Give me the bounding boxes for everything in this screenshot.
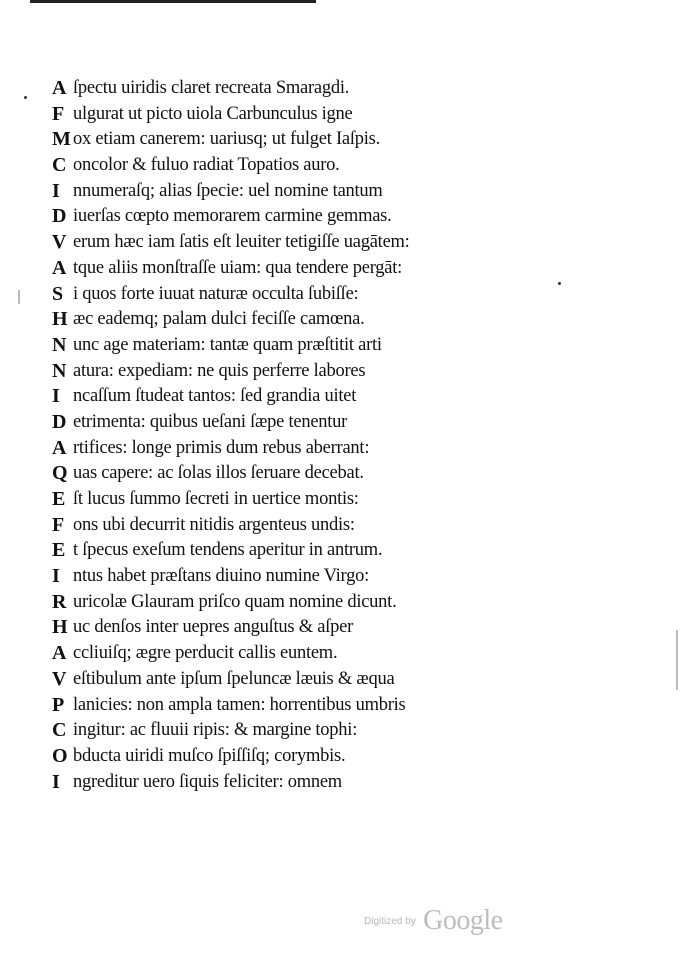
verse-text: i quos forte iuuat naturæ occulta ſubiſſe: xyxy=(73,283,359,304)
right-margin-mark xyxy=(676,630,678,690)
verse-text: æc eademq; palam dulci feciſſe camœna. xyxy=(73,309,365,330)
verse-text: ccliuiſq; ægre perducit callis euntem. xyxy=(73,643,338,664)
verse-text: uricolæ Glauram priſco quam nomine dicunt. xyxy=(73,591,397,612)
verse-initial: N xyxy=(52,333,67,356)
verse-initial: A xyxy=(52,642,67,665)
verse-text: uas capere: ac ſolas illos ſeruare decebat. xyxy=(73,463,364,484)
verse-initial: N xyxy=(52,359,67,382)
verse-initial: C xyxy=(52,154,67,177)
verse-line xyxy=(52,102,522,128)
verse-text: ox etiam canerem: uariusq; ut fulget Iaſpis. xyxy=(73,129,380,150)
verse-text: erum hæc iam ſatis eſt leuiter tetigiſſe uagātem: xyxy=(73,232,410,253)
verse-initial: M xyxy=(52,128,71,151)
verse-initial: I xyxy=(52,385,60,408)
verse-line xyxy=(52,564,522,590)
verse-initial: C xyxy=(52,719,67,742)
verse-initial: R xyxy=(52,590,67,613)
verse-line xyxy=(52,153,522,179)
verse-text: ncaſſum ſtudeat tantos: ſed grandia uitet xyxy=(73,386,357,407)
verse-initial: I xyxy=(52,179,60,202)
verse-line xyxy=(52,384,522,410)
verse-line xyxy=(52,538,522,564)
left-margin-mark xyxy=(18,290,20,304)
verse-line xyxy=(52,667,522,693)
verse-initial: A xyxy=(52,436,67,459)
verse-initial: A xyxy=(52,77,67,99)
digitized-by-google-watermark xyxy=(364,905,503,937)
verse-line xyxy=(52,718,522,744)
stray-ink-dot xyxy=(24,96,27,99)
verse-text: eſtibulum ante ipſum ſpeluncæ læuis & æqua xyxy=(73,668,395,689)
verse-line xyxy=(52,590,522,616)
verse-text: atura: expediam: ne quis perferre labores xyxy=(73,360,366,381)
verse-initial: E xyxy=(52,488,66,510)
verse-line xyxy=(52,179,522,205)
verse-text: oncolor & fuluo radiat Topatios auro. xyxy=(73,155,340,176)
verse-line xyxy=(52,256,522,282)
verse-text: rtifices: longe primis dum rebus aberrant: xyxy=(73,437,370,458)
verse-line xyxy=(52,744,522,770)
verse-line xyxy=(52,282,522,308)
verse-line xyxy=(52,333,522,359)
verse-line xyxy=(52,615,522,641)
verse-text: tque aliis monſtraſſe uiam: qua tendere pergāt: xyxy=(73,257,403,278)
verse-text: uc denſos inter uepres anguſtus & aſper xyxy=(73,617,353,638)
verse-initial: F xyxy=(52,102,64,125)
verse-line xyxy=(52,230,522,256)
verse-initial: D xyxy=(52,205,67,228)
verse-initial: V xyxy=(52,231,67,254)
verse-line xyxy=(52,513,522,539)
verse-initial: H xyxy=(52,616,68,639)
verse-text: ingitur: ac fluuii ripis: & margine tophi: xyxy=(73,720,358,741)
top-edge-rule xyxy=(30,0,316,3)
verse-text: unc age materiam: tantæ quam præſtitit arti xyxy=(73,334,382,355)
verse-line xyxy=(52,641,522,667)
verse-line xyxy=(52,307,522,333)
stray-ink-dot xyxy=(558,282,561,285)
verse-line xyxy=(52,76,522,102)
verse-text: iuerſas cœpto memorarem carmine gemmas. xyxy=(73,206,392,227)
verse-initial: E xyxy=(52,539,66,562)
verse-text: ons ubi decurrit nitidis argenteus undis: xyxy=(73,514,355,535)
verse-line xyxy=(52,693,522,719)
verse-text: ſt lucus ſummo ſecreti in uertice montis: xyxy=(73,489,359,509)
verse-initial: V xyxy=(52,667,67,690)
verse-initial: D xyxy=(52,410,67,433)
verse-text: etrimenta: quibus ueſani ſæpe tenentur xyxy=(73,411,348,432)
verse-initial: O xyxy=(52,744,68,767)
verse-text: ntus habet præſtans diuino numine Virgo: xyxy=(73,566,370,587)
verse-initial: A xyxy=(52,256,67,279)
verse-block xyxy=(52,76,522,795)
verse-initial: I xyxy=(52,770,60,793)
verse-line xyxy=(52,204,522,230)
verse-text: ſpectu uiridis claret recreata Smaragdi. xyxy=(73,78,350,98)
verse-initial: F xyxy=(52,513,64,536)
verse-line xyxy=(52,436,522,462)
verse-line xyxy=(52,410,522,436)
verse-initial: H xyxy=(52,308,68,331)
verse-text: nnumeraſq; alias ſpecie: uel nomine tantum xyxy=(73,180,383,201)
verse-text: t ſpecus exeſum tendens aperitur in antrum. xyxy=(73,540,383,561)
verse-initial: S xyxy=(52,282,63,305)
watermark-prefix: Digitized by xyxy=(364,915,416,927)
verse-text: lanicies: non ampla tamen: horrentibus umbris xyxy=(73,694,406,715)
verse-line xyxy=(52,770,522,796)
verse-initial: I xyxy=(52,565,60,588)
verse-line xyxy=(52,487,522,513)
google-logo: Google xyxy=(423,905,503,936)
verse-line xyxy=(52,127,522,153)
verse-initial: Q xyxy=(52,462,68,485)
verse-text: ngreditur uero ſiquis feliciter: omnem xyxy=(73,771,342,792)
verse-line xyxy=(52,359,522,385)
verse-text: bducta uiridi muſco ſpiſſiſq; corymbis. xyxy=(73,745,346,766)
verse-initial: P xyxy=(52,693,64,716)
verse-text: ulgurat ut picto uiola Carbunculus igne xyxy=(73,103,353,124)
verse-line xyxy=(52,461,522,487)
